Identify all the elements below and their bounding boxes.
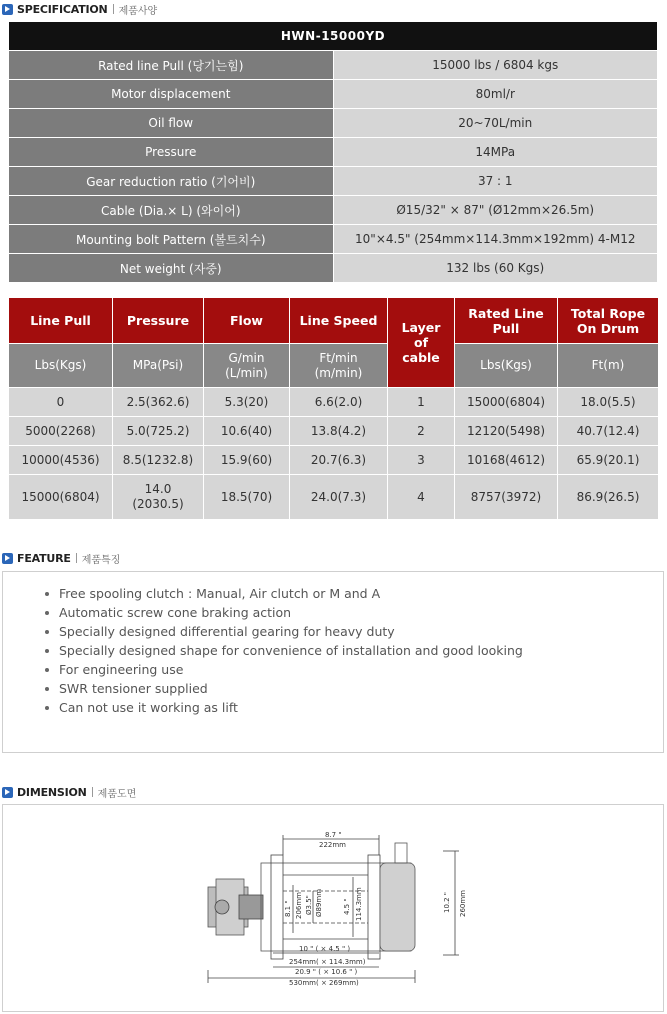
spec-label: Oil flow	[9, 109, 334, 138]
table-cell: 15000(6804)	[455, 388, 558, 417]
unit-cell: Ft(m)	[558, 344, 659, 388]
dimension-label: 254mm( × 114.3mm)	[289, 958, 366, 966]
table-cell: 65.9(20.1)	[558, 446, 659, 475]
header-cell: Line Pull	[9, 298, 113, 344]
header-cell: Rated Line Pull	[455, 298, 558, 344]
list-item: Can not use it working as lift	[43, 698, 663, 717]
spec-label: Cable (Dia.× L) (와이어)	[9, 196, 334, 225]
header-cell: Pressure	[113, 298, 204, 344]
header-cell: Line Speed	[290, 298, 388, 344]
section-title: FEATURE	[17, 551, 71, 565]
spec-label: Net weight (자중)	[9, 254, 334, 283]
divider	[113, 4, 114, 14]
spec-section-header	[2, 0, 157, 18]
list-item: Free spooling clutch : Manual, Air clutch or M and A	[43, 584, 663, 603]
table-cell: 1	[388, 388, 455, 417]
spec-value: 20~70L/min	[333, 109, 658, 138]
table-cell: 18.0(5.5)	[558, 388, 659, 417]
section-subtitle: 제품도면	[97, 788, 137, 800]
spec-value: 80ml/r	[333, 80, 658, 109]
divider	[76, 553, 77, 563]
table-cell: 18.5(70)	[204, 475, 290, 520]
feature-list	[3, 572, 663, 717]
table-cell: 6.6(2.0)	[290, 388, 388, 417]
table-cell: 5.3(20)	[204, 388, 290, 417]
divider	[92, 787, 93, 797]
dimension-label: Ø3.5"	[305, 895, 313, 915]
spec-value: 15000 lbs / 6804 kgs	[333, 51, 658, 80]
dimension-label: 20.9 " ( × 10.6 " )	[295, 968, 358, 976]
table-cell: 8757(3972)	[455, 475, 558, 520]
table-cell: 40.7(12.4)	[558, 417, 659, 446]
list-item: Specially designed shape for convenience of installation and good looking	[43, 641, 663, 660]
list-item: For engineering use	[43, 660, 663, 679]
table-cell: 15000(6804)	[9, 475, 113, 520]
table-cell: 10168(4612)	[455, 446, 558, 475]
table-cell: 12120(5498)	[455, 417, 558, 446]
feature-box	[2, 571, 664, 753]
dimension-label: 206mm	[295, 892, 303, 919]
arrow-icon	[2, 553, 13, 564]
table-cell: 14.0 (2030.5)	[113, 475, 204, 520]
arrow-icon	[2, 4, 13, 15]
section-title: SPECIFICATION	[17, 2, 108, 16]
unit-cell: Lbs(Kgs)	[9, 344, 113, 388]
dimension-label: 114.3mm	[355, 887, 363, 921]
dimension-label: 530mm( × 269mm)	[289, 979, 359, 987]
section-subtitle: 제품특징	[81, 554, 121, 566]
list-item: Specially designed differential gearing for heavy duty	[43, 622, 663, 641]
dimension-label: 8.1 "	[284, 900, 292, 917]
dimension-label: 8.7 "	[325, 831, 342, 839]
table-cell: 8.5(1232.8)	[113, 446, 204, 475]
table-cell: 4	[388, 475, 455, 520]
spec-value: 10"×4.5" (254mm×114.3mm×192mm) 4-M12	[333, 225, 658, 254]
list-item: Automatic screw cone braking action	[43, 603, 663, 622]
dimension-label: Ø89mm	[315, 888, 323, 917]
section-subtitle: 제품사양	[118, 5, 158, 17]
table-row	[9, 417, 659, 446]
table-cell: 10.6(40)	[204, 417, 290, 446]
spec-value: 37 : 1	[333, 167, 658, 196]
table-cell: 2.5(362.6)	[113, 388, 204, 417]
table-cell: 20.7(6.3)	[290, 446, 388, 475]
spec-table	[8, 21, 658, 283]
dimension-label: 10 " ( × 4.5 " )	[299, 945, 351, 953]
performance-table	[8, 297, 659, 520]
spec-label: Motor displacement	[9, 80, 334, 109]
dimension-label: 10.2 "	[443, 891, 451, 913]
table-cell: 0	[9, 388, 113, 417]
dimension-label: 260mm	[459, 890, 467, 917]
table-row	[9, 446, 659, 475]
table-cell: 24.0(7.3)	[290, 475, 388, 520]
header-cell: Flow	[204, 298, 290, 344]
table-cell: 2	[388, 417, 455, 446]
unit-cell: Lbs(Kgs)	[455, 344, 558, 388]
unit-cell: G/min (L/min)	[204, 344, 290, 388]
spec-value: 132 lbs (60 Kgs)	[333, 254, 658, 283]
header-cell: Layer of cable	[388, 298, 455, 388]
table-cell: 10000(4536)	[9, 446, 113, 475]
spec-label: Rated line Pull (당기는힘)	[9, 51, 334, 80]
arrow-icon	[2, 787, 13, 798]
dimension-label: 4.5 "	[343, 898, 351, 915]
spec-label: Mounting bolt Pattern (볼트치수)	[9, 225, 334, 254]
table-row	[9, 388, 659, 417]
spec-value: Ø15/32" × 87" (Ø12mm×26.5m)	[333, 196, 658, 225]
spec-label: Pressure	[9, 138, 334, 167]
spec-label: Gear reduction ratio (기어비)	[9, 167, 334, 196]
table-row	[9, 475, 659, 520]
table-cell: 13.8(4.2)	[290, 417, 388, 446]
dimension-label: 222mm	[319, 841, 346, 849]
feature-section-header	[2, 549, 120, 567]
table-cell: 3	[388, 446, 455, 475]
table-cell: 86.9(26.5)	[558, 475, 659, 520]
section-title: DIMENSION	[17, 785, 87, 799]
unit-cell: Ft/min (m/min)	[290, 344, 388, 388]
model-title: HWN-15000YD	[9, 22, 658, 51]
unit-cell: MPa(Psi)	[113, 344, 204, 388]
winch-drawing	[3, 805, 663, 1011]
list-item: SWR tensioner supplied	[43, 679, 663, 698]
spec-value: 14MPa	[333, 138, 658, 167]
table-cell: 5000(2268)	[9, 417, 113, 446]
dimension-box	[2, 804, 664, 1012]
dimension-section-header	[2, 783, 136, 801]
table-cell: 15.9(60)	[204, 446, 290, 475]
header-cell: Total Rope On Drum	[558, 298, 659, 344]
table-cell: 5.0(725.2)	[113, 417, 204, 446]
